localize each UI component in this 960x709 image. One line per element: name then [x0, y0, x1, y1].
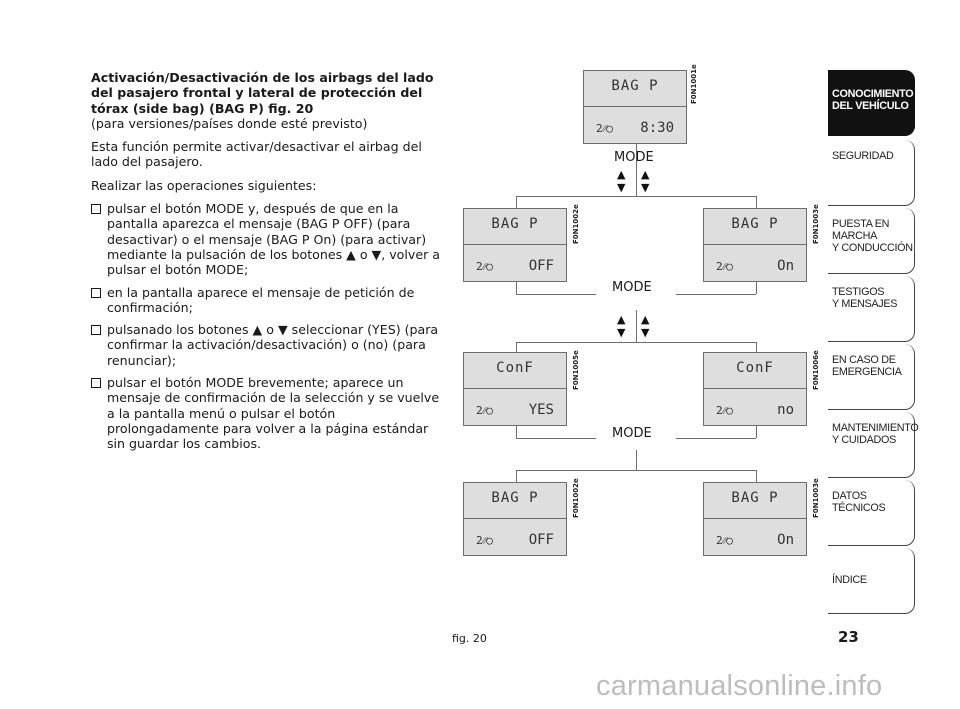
tab-label: CONOCIMIENTO DEL VEHÍCULO — [832, 88, 914, 112]
arrow-down-icon: ▼ — [641, 326, 650, 339]
tab-label: EN CASO DE EMERGENCIA — [832, 354, 902, 378]
figure-code: F0N1001e — [690, 64, 698, 104]
list-item: pulsar el botón MODE y, después de que en la pantalla aparezca el mensaje (BAG P OFF) (para desactivar) o el mensaje (BAG P On) (para activar) mediante la pulsación de los botones ▲ o ▼, volver a pulsar el botón MODE; — [91, 201, 441, 277]
heading-text: Activación/Desactivación de los airbags del lado del pasajero frontal y lateral de protección del tórax (side bag) (BAG P) fig. 20 — [91, 70, 434, 116]
page-number: 23 — [838, 628, 859, 646]
figure-caption: fig. 20 — [452, 632, 487, 645]
lcd-screen-bag-off: BAG P 2⁄⁄◯ OFF — [463, 208, 567, 282]
tab-seguridad[interactable] — [828, 140, 915, 206]
tab-label: TESTIGOS Y MENSAJES — [832, 286, 898, 310]
arrow-down-icon: ▼ — [617, 181, 626, 194]
connector-line — [676, 438, 756, 439]
tab-label: PUESTA EN MARCHA Y CONDUCCIÓN — [832, 218, 913, 254]
lcd-screen-bag-on-final: BAG P 2⁄⁄◯ On — [703, 482, 807, 556]
figure-code: F0N1006e — [812, 350, 820, 390]
tab-conocimiento[interactable] — [828, 70, 915, 136]
list-item: pulsanado los botones ▲ o ▼ seleccionar (YES) (para confirmar la activación/desactivación) o (no) (para renunciar); — [91, 322, 441, 368]
figure-code: F0N1005e — [572, 350, 580, 390]
connector-line — [516, 196, 756, 197]
arrow-up-icon: ▲ — [641, 168, 650, 181]
steps-list — [91, 201, 441, 451]
connector-line — [756, 196, 757, 208]
arrow-down-icon: ▼ — [617, 326, 626, 339]
intro-paragraph: Esta función permite activar/desactivar el airbag del lado del pasajero. — [91, 139, 422, 170]
connector-line — [516, 196, 517, 208]
seat-icon: 2⁄⁄◯ — [716, 534, 733, 547]
article-heading — [91, 70, 441, 131]
arrow-up-icon: ▲ — [617, 168, 626, 181]
instruction-paragraph: Realizar las operaciones siguientes: — [91, 177, 317, 193]
arrow-up-icon: ▲ — [641, 313, 650, 326]
figure-code: F0N1003e — [812, 478, 820, 518]
figure-code: F0N1002e — [572, 478, 580, 518]
connector-line — [516, 438, 596, 439]
connector-line — [636, 310, 637, 342]
watermark: carmanualsonline.info — [596, 670, 883, 702]
connector-line — [516, 470, 517, 482]
tab-puesta-en-marcha[interactable] — [828, 208, 915, 274]
seat-icon: 2⁄⁄◯ — [716, 260, 733, 273]
tab-indice[interactable] — [828, 548, 915, 614]
connector-line — [636, 450, 637, 470]
article-text — [91, 70, 441, 459]
mode-label: MODE — [614, 150, 654, 165]
seat-icon: 2⁄⁄◯ — [476, 260, 493, 273]
connector-line — [756, 470, 757, 482]
list-item: pulsar el botón MODE brevemente; aparece un mensaje de confirmación de la selección y se vuelve a la pantalla menú o pulsar el botón prolongadamente para volver a la página estándar sin guardar los cambios. — [91, 375, 441, 451]
connector-line — [516, 342, 756, 343]
checkbox-bullet-icon — [91, 325, 101, 335]
arrow-down-icon: ▼ — [641, 181, 650, 194]
connector-line — [516, 426, 517, 438]
subheading-text: (para versiones/países donde esté previsto) — [91, 115, 368, 131]
lcd-screen-conf-no: ConF 2⁄⁄◯ no — [703, 352, 807, 426]
checkbox-bullet-icon — [91, 204, 101, 214]
seat-icon: 2⁄⁄◯ — [476, 534, 493, 547]
checkbox-bullet-icon — [91, 288, 101, 298]
checkbox-bullet-icon — [91, 378, 101, 388]
connector-line — [516, 470, 756, 471]
connector-line — [756, 426, 757, 438]
figure-code: F0N1003e — [812, 204, 820, 244]
list-item: en la pantalla aparece el mensaje de petición de confirmación; — [91, 285, 441, 316]
seat-icon: 2⁄⁄◯ — [476, 404, 493, 417]
lcd-screen-bag-on: BAG P 2⁄⁄◯ On — [703, 208, 807, 282]
figure-code: F0N1002e — [572, 204, 580, 244]
tab-label: ÍNDICE — [832, 574, 867, 586]
tab-mantenimiento[interactable] — [828, 412, 919, 478]
connector-line — [516, 282, 517, 294]
connector-line — [516, 342, 517, 352]
connector-line — [756, 282, 757, 294]
arrow-up-icon: ▲ — [617, 313, 626, 326]
connector-line — [516, 294, 596, 295]
tab-label: DATOS TÉCNICOS — [832, 490, 886, 514]
tab-label: SEGURIDAD — [832, 150, 894, 162]
lcd-screen-clock: BAG P 2⁄⁄◯ 8:30 — [583, 70, 687, 144]
tab-datos-tecnicos[interactable] — [828, 480, 915, 546]
seat-icon: 2⁄⁄◯ — [716, 404, 733, 417]
mode-label: MODE — [612, 280, 652, 295]
lcd-screen-conf-yes: ConF 2⁄⁄◯ YES — [463, 352, 567, 426]
connector-line — [676, 294, 756, 295]
seat-icon: 2⁄⁄◯ — [596, 122, 613, 135]
connector-line — [756, 342, 757, 352]
tab-emergencia[interactable] — [828, 344, 915, 410]
mode-label: MODE — [612, 426, 652, 441]
tab-label: MANTENIMIENTO Y CUIDADOS — [832, 422, 919, 446]
lcd-screen-bag-off-final: BAG P 2⁄⁄◯ OFF — [463, 482, 567, 556]
tab-testigos[interactable] — [828, 276, 915, 342]
